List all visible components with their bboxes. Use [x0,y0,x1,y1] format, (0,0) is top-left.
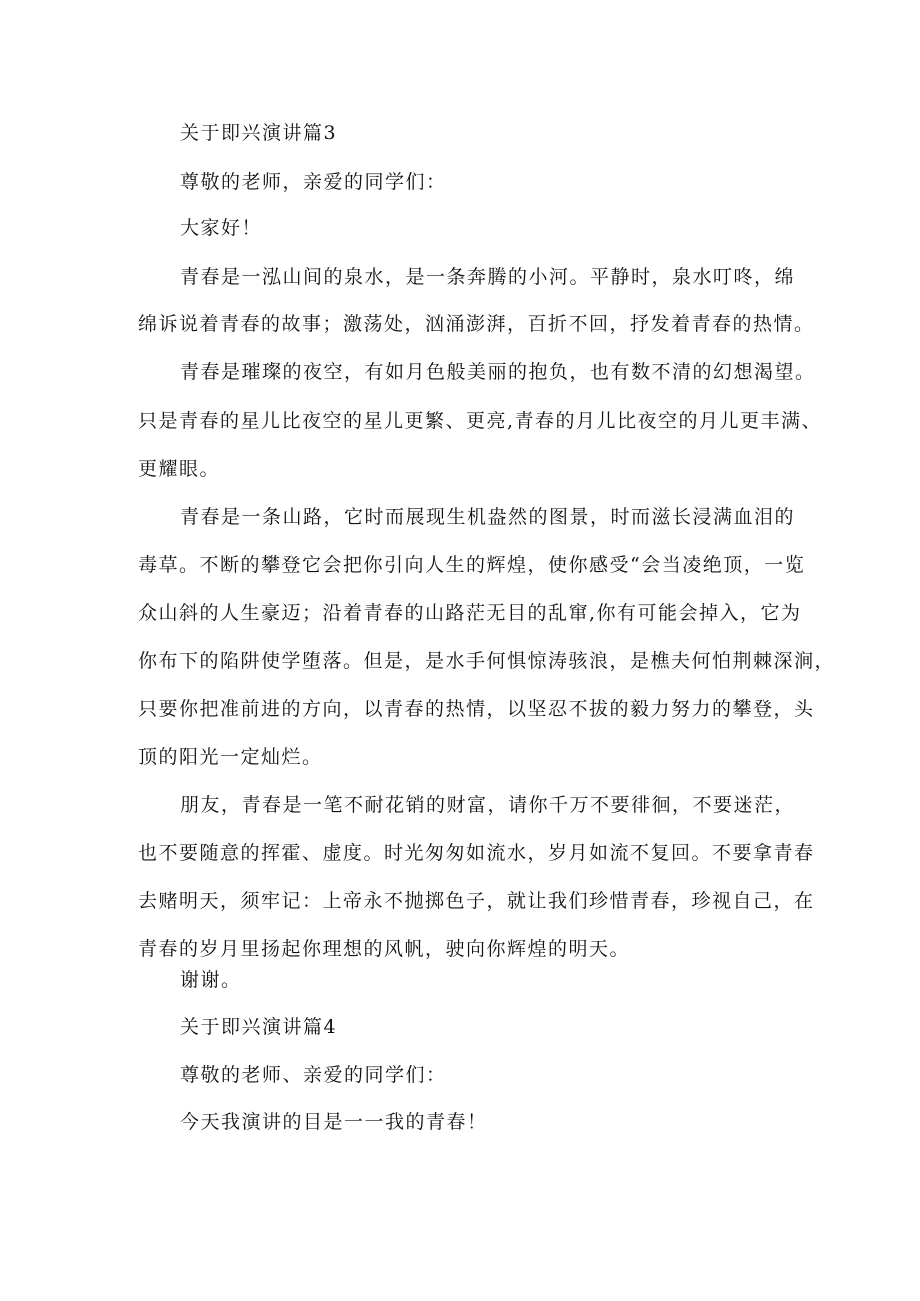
greeting-4: 尊敬的老师、亲爱的同学们： [180,1064,447,1086]
paragraph-3-line: 青春是一条山路，它时而展现生机盎然的图景，时而滋长浸满血泪的 [180,506,796,528]
paragraph-4-line: 也不要随意的挥霍、虚度。时光匆匆如流水，岁月如流不复回。不要拿青春 [138,842,815,864]
paragraph-2-line: 只是青春的星儿比夜空的星儿更繁、更亮,青春的月儿比夜空的月儿更丰满、 [138,410,823,432]
paragraph-3-line: 你布下的陷阱使学堕落。但是，是水手何惧惊涛骇浪，是樵夫何怕荆棘深涧， [138,650,836,672]
paragraph-4-line: 青春的岁月里扬起你理想的风帆，驶向你辉煌的明天。 [138,938,631,960]
paragraph-4-line: 去赌明天，须牢记：上帝永不抛掷色子，就让我们珍惜青春，珍视自己，在 [138,890,815,912]
paragraph-1-line: 青春是一泓山间的泉水，是一条奔腾的小河。平静时，泉水叮咚，绵 [180,266,796,288]
paragraph-3-line: 毒草。不断的攀登它会把你引向人生的辉煌，使你感受“会当凌绝顶，一览 [138,554,806,576]
greeting-3: 尊敬的老师，亲爱的同学们： [180,171,447,193]
paragraph-3-line: 顶的阳光一定灿烂。 [138,746,323,768]
paragraph-1-line: 绵诉说着青春的故事；激荡处，汹涌澎湃，百折不回，抒发着青春的热情。 [138,313,815,335]
paragraph-2-line: 青春是璀璨的夜空，有如月色般美丽的抱负，也有数不清的幻想渴望。 [180,361,816,383]
section-heading-4: 关于即兴演讲篇4 [180,1016,338,1038]
paragraph-3-line: 只要你把准前进的方向，以青春的热情，以坚忍不拔的毅力努力的攀登，头 [138,698,815,720]
paragraph-3-line: 众山斜的人生豪迈；沿着青春的山路茫无目的乱窜,你有可能会掉入，它为 [138,602,802,624]
thanks-line: 谢谢。 [180,969,242,991]
speech-topic: 今天我演讲的目是一一我的青春！ [180,1111,488,1133]
section-heading-3: 关于即兴演讲篇3 [180,122,338,144]
salutation: 大家好！ [180,217,263,239]
paragraph-2-line: 更耀眼。 [138,458,221,480]
paragraph-4-line: 朋友，青春是一笔不耐花销的财富，请你千万不要徘徊，不要迷茫， [180,794,796,816]
